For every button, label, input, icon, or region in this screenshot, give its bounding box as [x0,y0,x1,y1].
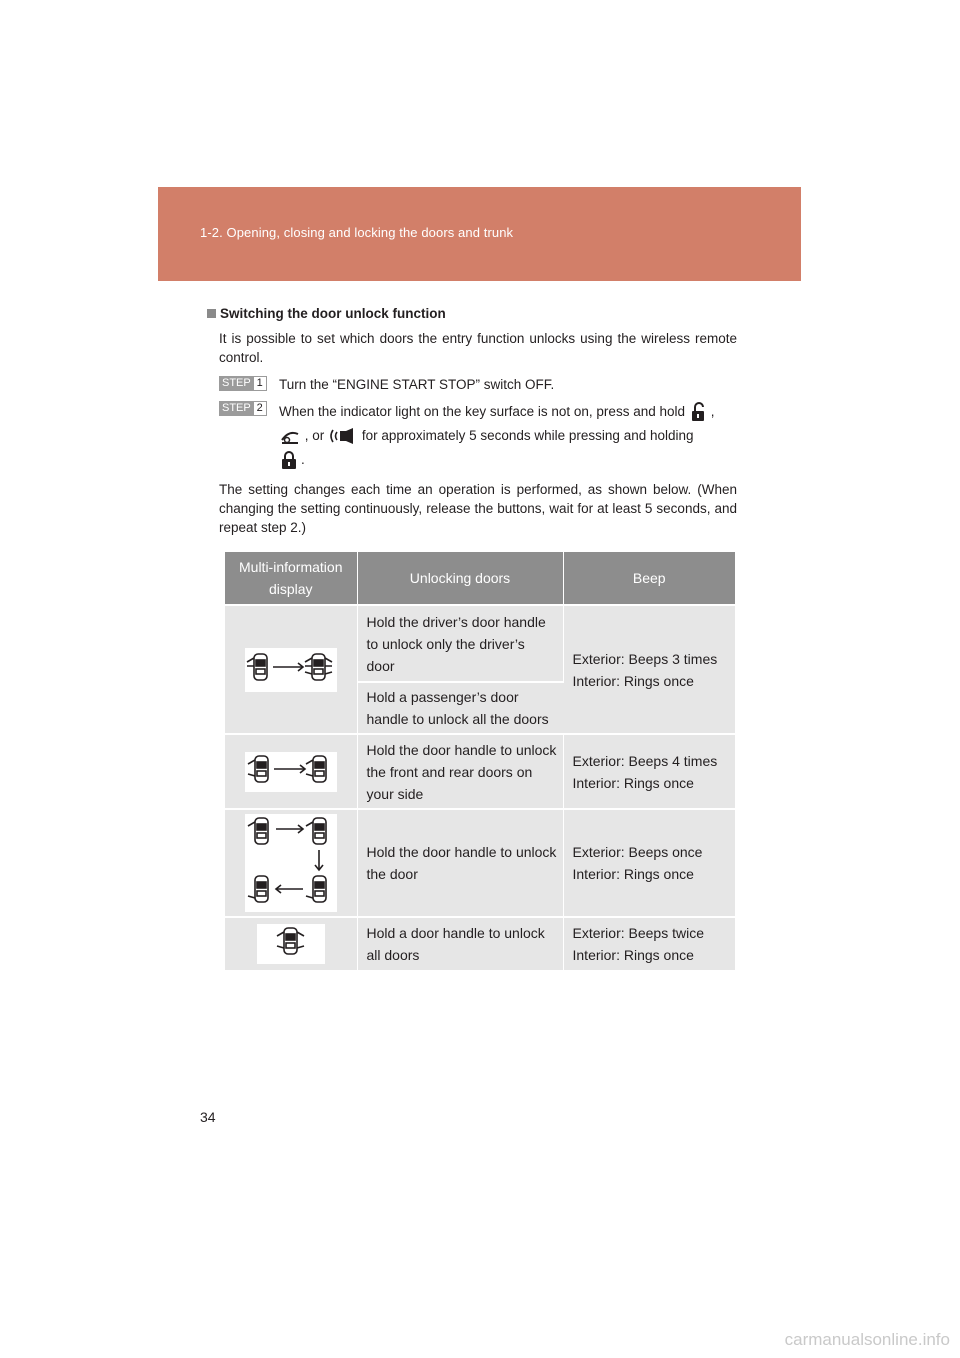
step-2-text-b: , [710,404,715,419]
table-header: Unlocking doors [357,552,563,605]
section-heading [207,304,737,323]
step-2-text-e: . [301,452,305,467]
beep-cell [563,734,735,809]
table-row [225,917,735,970]
table-header: Multi-information display [225,552,357,605]
step-2-text-c: , or [304,428,325,443]
step-badge [219,376,267,391]
step-badge-label: STEP [219,401,254,416]
step-badge-number: 2 [254,401,267,416]
section-heading-text: Switching the door unlock function [220,306,446,321]
display-cell [225,917,357,970]
driver-door-display-icon [245,648,337,692]
step-badge-label: STEP [219,376,254,391]
lock-button-icon [279,450,301,470]
step-1-text: Turn the “ENGINE START STOP” switch OFF. [279,377,555,392]
table-row [225,605,735,682]
step-2-text-d: for approximately 5 seconds while pressing and holding [361,428,694,443]
page-number: 34 [200,1109,216,1125]
display-cell [225,809,357,917]
beep-interior: Interior: Rings once [572,947,694,963]
table-header: Beep [563,552,735,605]
square-bullet-icon [207,309,216,318]
watermark: carmanualsonline.info [784,1330,950,1349]
unlock-cell: Hold the door handle to unlock the door [357,809,563,917]
step-2 [219,400,737,472]
beep-interior: Interior: Rings once [572,866,694,882]
all-doors-display-icon [257,924,325,964]
unlock-cell: Hold a door handle to unlock all doors [357,917,563,970]
section-title: 1-2. Opening, closing and locking the doors and trunk [200,225,514,240]
single-door-cycle-display-icon [245,814,337,912]
unlock-cell: Hold the door handle to unlock the front and rear doors on your side [357,734,563,809]
side-doors-display-icon [245,752,337,792]
beep-exterior: Exterior: Beeps 3 times [572,650,718,667]
beep-exterior: Exterior: Beeps once [572,844,703,860]
intro-paragraph: It is possible to set which doors the entry function unlocks using the wireless remote control. [219,331,737,365]
table-header-row [225,552,735,605]
step-2-text-a: When the indicator light on the key surface is not on, press and hold [279,404,685,419]
unlock-cell: Hold the driver’s door handle to unlock only the driver’s door [357,605,563,682]
panic-button-icon [328,426,358,446]
unlock-cell: Hold a passenger’s door handle to unlock all the doors [357,682,563,734]
beep-cell [563,809,735,917]
after-paragraph: The setting changes each time an operation is performed, as shown below. (When changing the setting continuously, release the buttons, wait for at least 5 seconds, and repeat step 2.) [219,482,737,535]
step-1 [219,375,737,394]
beep-interior: Interior: Rings once [572,672,694,689]
header-band [158,187,801,281]
step-badge [219,401,267,416]
content [207,304,737,537]
unlock-button-icon [689,402,711,422]
trunk-button-icon [279,426,301,446]
beep-exterior: Exterior: Beeps twice [572,925,704,941]
table-row [225,734,735,809]
beep-cell [563,917,735,970]
display-cell [225,605,357,734]
display-cell [225,734,357,809]
beep-exterior: Exterior: Beeps 4 times [572,752,718,769]
table-row [225,809,735,917]
step-2-text [279,400,737,472]
step-badge-number: 1 [254,376,267,391]
settings-table [225,552,735,970]
beep-cell [563,605,735,734]
beep-interior: Interior: Rings once [572,774,694,791]
